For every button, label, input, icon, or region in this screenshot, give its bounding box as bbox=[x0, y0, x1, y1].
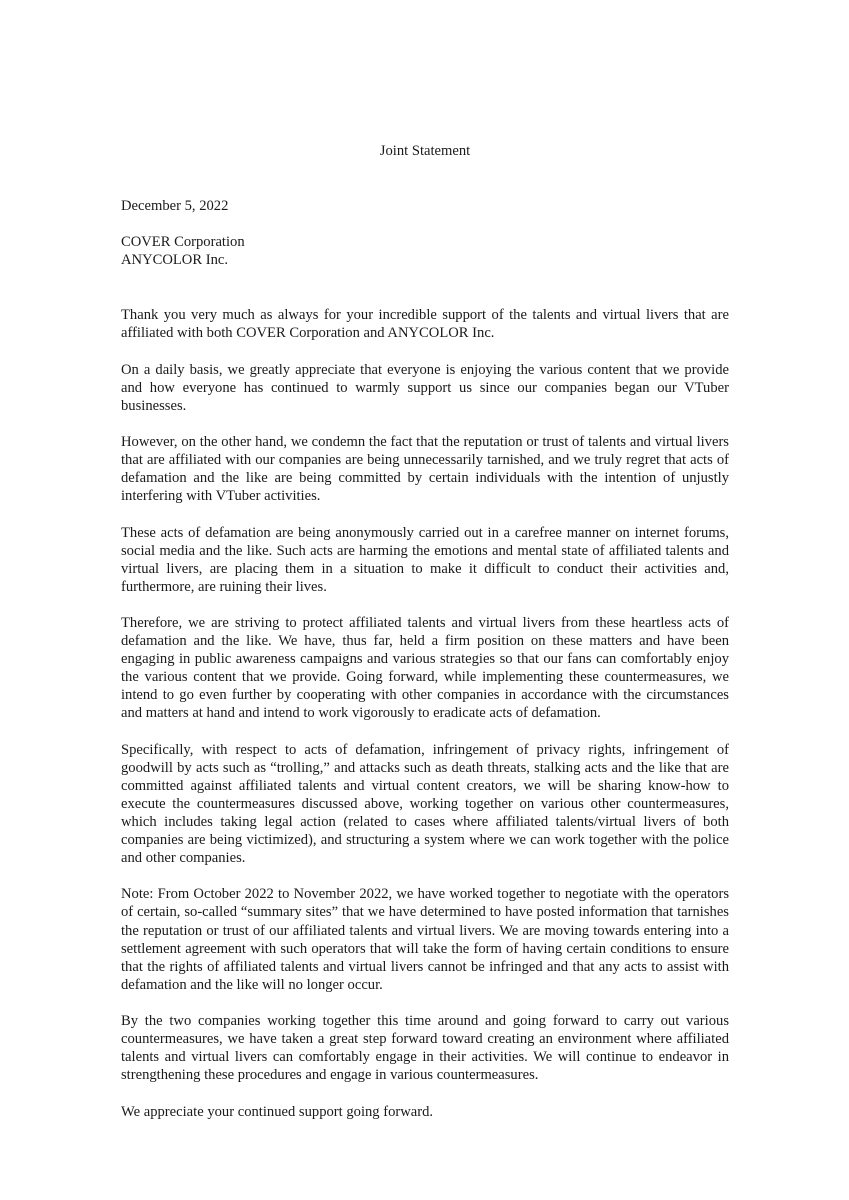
paragraph-harm-description: These acts of defamation are being anonymously carried out in a carefree manner on internet forums, social media and the like. Such acts are harming the emotions and mental state of affiliated talents and virtual livers, are placing them in a situation to make it difficult to conduct their activities and, furthermore, are ruining their lives. bbox=[121, 524, 729, 595]
company-name: ANYCOLOR Inc. bbox=[121, 252, 229, 269]
statement-date: December 5, 2022 bbox=[121, 198, 229, 215]
paragraph-cooperation: By the two companies working together this time around and going forward to carry out various countermeasures, we have taken a great step forward toward creating an environment where affiliated talents and virtual livers can comfortably engage in their activities. We will continue to endeavor in strengthening these procedures and engage in various countermeasures. bbox=[121, 1013, 729, 1084]
paragraph-protection-efforts: Therefore, we are striving to protect affiliated talents and virtual livers from these heartless acts of defamation and the like. We have, thus far, held a firm position on these matters and have been engaging in public awareness campaigns and various strategies so that our fans can comfortably enjoy the various content that we provide. Going forward, while implementing these countermeasures, we intend to go even further by cooperating with other companies in accordance with the circumstances and matters at hand and intend to work vigorously to eradicate acts of defamation. bbox=[121, 614, 729, 722]
document-title: Joint Statement bbox=[379, 143, 471, 159]
paragraph-countermeasures: Specifically, with respect to acts of defamation, infringement of privacy rights, infringement of goodwill by acts such as “trolling,” and attacks such as death threats, stalking acts and the like that are committed against affiliated talents and virtual content creators, we will be sharing know-how to execute the countermeasures discussed above, working together on various other countermeasures, which includes taking legal action (related to cases where affiliated talents/virtual livers of both companies are being victimized), and structuring a system where we can work together with the police and other companies. bbox=[121, 741, 729, 867]
paragraph-closing: We appreciate your continued support going forward. bbox=[121, 1103, 434, 1120]
paragraph-appreciation: On a daily basis, we greatly appreciate that everyone is enjoying the various content that we provide and how everyone has continued to warmly support us since our companies began our VTuber businesses. bbox=[121, 361, 729, 414]
paragraph-note-summary-sites: Note: From October 2022 to November 2022, we have worked together to negotiate with the operators of certain, so-called “summary sites” that we have determined to have posted information that tarnishes the reputation or trust of our affiliated talents and virtual livers. We are moving towards entering into a settlement agreement with such operators that will take the form of having certain conditions to ensure that the rights of affiliated talents and virtual livers cannot be infringed and that any acts to assist with defamation and the like will no longer occur. bbox=[121, 886, 729, 993]
issuing-companies bbox=[121, 233, 729, 269]
paragraph-thanks: Thank you very much as always for your incredible support of the talents and virtual livers that are affiliated with both COVER Corporation and ANYCOLOR Inc. bbox=[121, 307, 729, 342]
paragraph-condemnation: However, on the other hand, we condemn the fact that the reputation or trust of talents and virtual livers that are affiliated with our companies are being unnecessarily tarnished, and we truly regret that acts of defamation and the like are being committed by certain individuals with the intention of unjustly interfering with VTuber activities. bbox=[121, 434, 729, 505]
document-page bbox=[121, 142, 729, 1139]
company-name: COVER Corporation bbox=[121, 234, 245, 251]
